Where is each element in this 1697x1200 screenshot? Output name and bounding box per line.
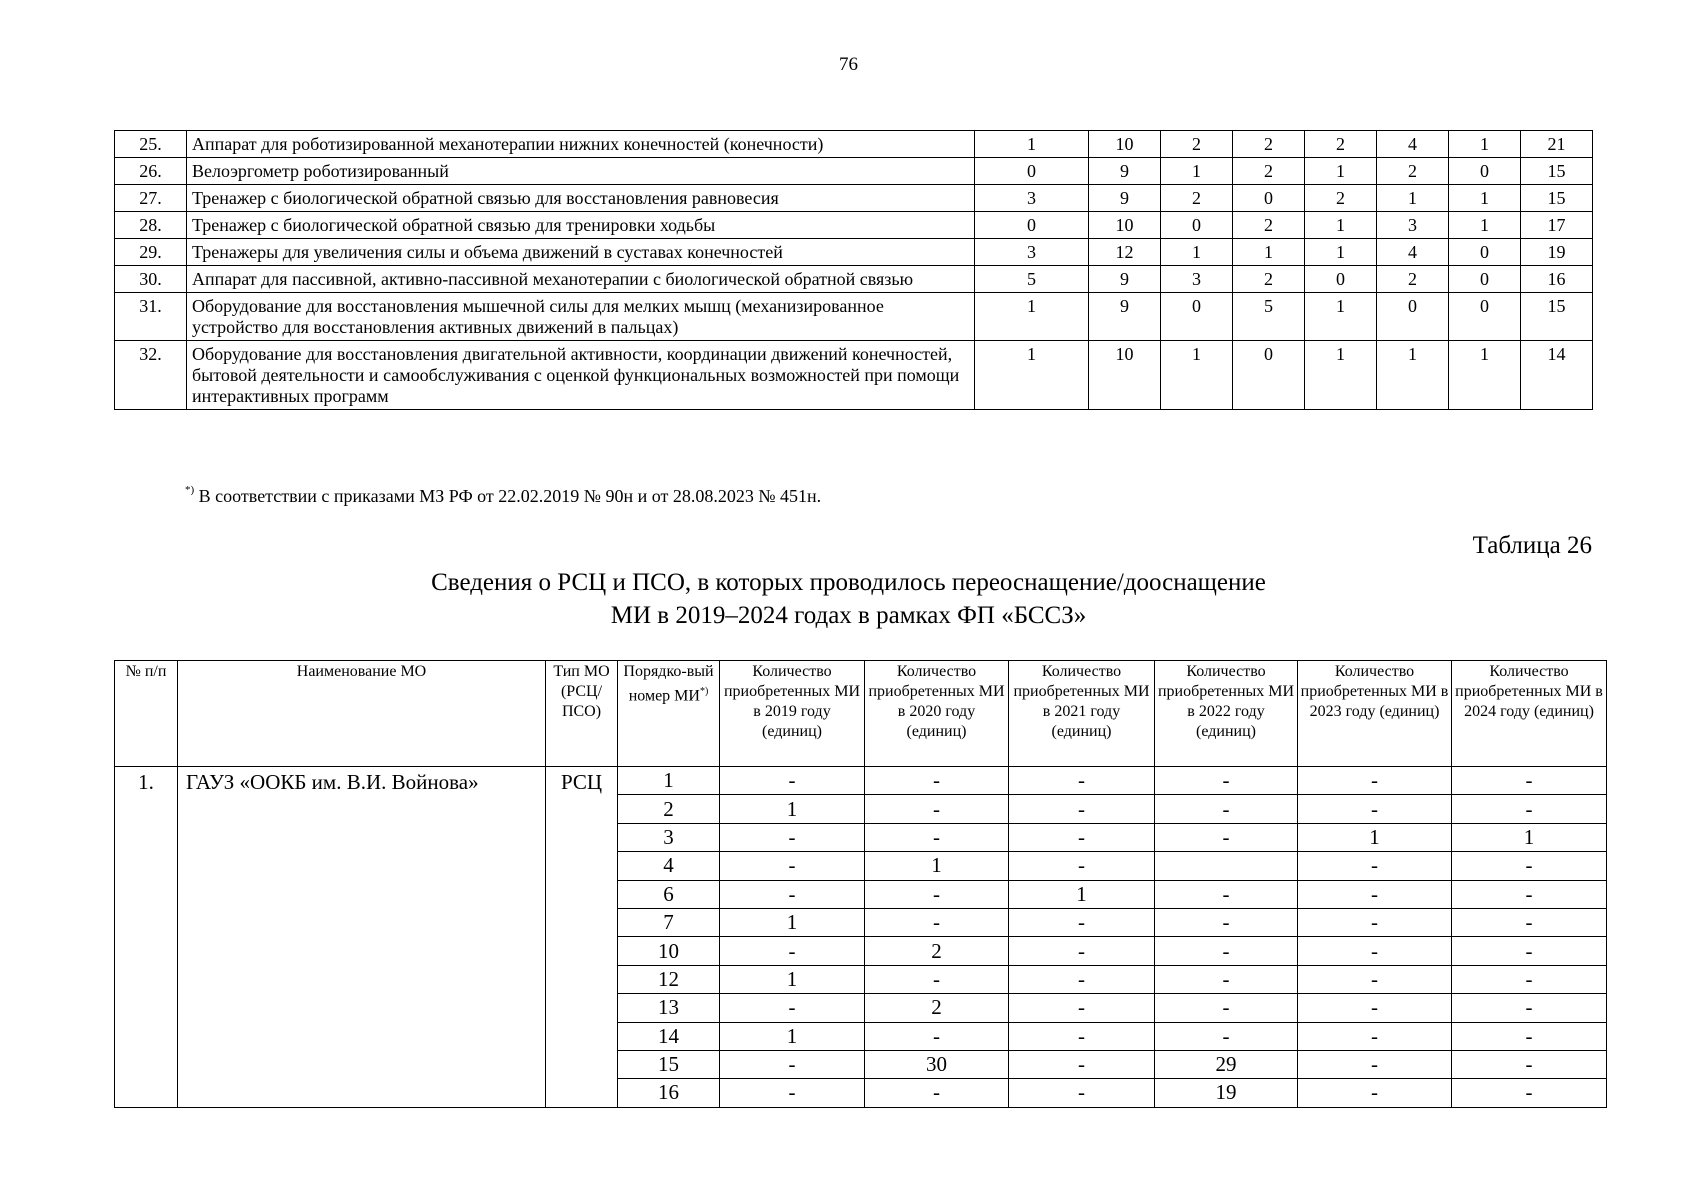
year-value-cell: -: [1009, 1079, 1155, 1107]
value-cell: 5: [1233, 293, 1305, 341]
value-cell: 0: [1161, 212, 1233, 239]
value-cell: 2: [1233, 266, 1305, 293]
value-cell: 0: [1449, 266, 1521, 293]
value-cell: 0: [1449, 158, 1521, 185]
header-order-marker: *): [699, 686, 709, 697]
year-value-cell: -: [1298, 767, 1452, 795]
year-value-cell: -: [1452, 937, 1607, 965]
year-value-cell: -: [1155, 1022, 1298, 1050]
header-order: [618, 661, 720, 767]
year-value-cell: -: [1452, 1022, 1607, 1050]
value-cell: 3: [1377, 212, 1449, 239]
value-cell: 9: [1089, 293, 1161, 341]
year-value-cell: 1: [1298, 823, 1452, 851]
value-cell: 1: [1449, 131, 1521, 158]
year-value-cell: -: [720, 880, 865, 908]
header-name: Наименование МО: [178, 661, 546, 767]
footnote-text: В соответствии с приказами МЗ РФ от 22.02.2019 № 90н и от 28.08.2023 № 451н.: [194, 486, 822, 506]
year-value-cell: -: [1009, 852, 1155, 880]
value-cell: 1: [1161, 341, 1233, 410]
year-value-cell: 19: [1155, 1079, 1298, 1107]
value-cell: 1: [1449, 212, 1521, 239]
value-cell: 2: [1161, 131, 1233, 158]
year-value-cell: -: [1155, 880, 1298, 908]
table-title: [0, 566, 1697, 632]
year-value-cell: 1: [1452, 823, 1607, 851]
table-row: [115, 212, 1593, 239]
value-cell: 15: [1521, 293, 1593, 341]
group-number: 1.: [115, 767, 178, 1108]
year-value-cell: -: [865, 1022, 1009, 1050]
year-value-cell: -: [1009, 1022, 1155, 1050]
value-cell: 1: [1449, 185, 1521, 212]
year-value-cell: -: [1452, 908, 1607, 936]
year-value-cell: -: [720, 767, 865, 795]
value-cell: 2: [1233, 131, 1305, 158]
value-cell: 0: [975, 158, 1089, 185]
table-row: [115, 767, 1607, 795]
footnote-marker: *): [185, 484, 195, 496]
year-value-cell: -: [1155, 908, 1298, 936]
equipment-name: Велоэргометр роботизированный: [187, 158, 975, 185]
value-cell: 2: [1161, 185, 1233, 212]
year-value-cell: -: [720, 1079, 865, 1107]
value-cell: 15: [1521, 158, 1593, 185]
row-number: 29.: [115, 239, 187, 266]
value-cell: 5: [975, 266, 1089, 293]
order-number: 15: [618, 1050, 720, 1078]
value-cell: 17: [1521, 212, 1593, 239]
order-number: 1: [618, 767, 720, 795]
value-cell: 3: [975, 185, 1089, 212]
value-cell: 1: [1305, 212, 1377, 239]
year-value-cell: -: [1009, 937, 1155, 965]
value-cell: 2: [1305, 131, 1377, 158]
header-year-2019: Количество приобретенных МИ в 2019 году (единиц): [720, 661, 865, 767]
order-number: 14: [618, 1022, 720, 1050]
row-number: 27.: [115, 185, 187, 212]
year-value-cell: -: [1009, 965, 1155, 993]
header-num: № п/п: [115, 661, 178, 767]
year-value-cell: -: [1452, 795, 1607, 823]
table-row: [115, 239, 1593, 266]
year-value-cell: 1: [720, 1022, 865, 1050]
year-value-cell: -: [720, 994, 865, 1022]
year-value-cell: 1: [1009, 880, 1155, 908]
equipment-name: Оборудование для восстановления мышечной силы для мелких мышц (механизированное устройство для восстановления активных движений в пальцах): [187, 293, 975, 341]
year-value-cell: -: [1009, 994, 1155, 1022]
value-cell: 12: [1089, 239, 1161, 266]
year-value-cell: -: [865, 965, 1009, 993]
year-value-cell: -: [865, 823, 1009, 851]
header-year-2020: Количество приобретенных МИ в 2020 году (единиц): [865, 661, 1009, 767]
value-cell: 3: [1161, 266, 1233, 293]
order-number: 4: [618, 852, 720, 880]
organization-type: РСЦ: [546, 767, 618, 1108]
value-cell: 1: [1377, 341, 1449, 410]
year-value-cell: -: [1155, 795, 1298, 823]
header-year-2024: Количество приобретенных МИ в 2024 году (единиц): [1452, 661, 1607, 767]
year-value-cell: 1: [720, 965, 865, 993]
value-cell: 19: [1521, 239, 1593, 266]
table-row: [115, 293, 1593, 341]
order-number: 6: [618, 880, 720, 908]
year-value-cell: [1155, 852, 1298, 880]
year-value-cell: -: [1298, 1022, 1452, 1050]
header-order-text: Порядко-вый номер МИ: [623, 663, 714, 705]
value-cell: 1: [1377, 185, 1449, 212]
value-cell: 10: [1089, 131, 1161, 158]
year-value-cell: -: [720, 823, 865, 851]
value-cell: 2: [1233, 158, 1305, 185]
equipment-name: Аппарат для роботизированной механотерапии нижних конечностей (конечности): [187, 131, 975, 158]
year-value-cell: -: [1298, 994, 1452, 1022]
year-value-cell: -: [1452, 994, 1607, 1022]
year-value-cell: -: [720, 937, 865, 965]
year-value-cell: 1: [720, 795, 865, 823]
row-number: 32.: [115, 341, 187, 410]
year-value-cell: -: [1452, 1079, 1607, 1107]
footnote: [185, 486, 821, 507]
table-title-line2: МИ в 2019–2024 годах в рамках ФП «БССЗ»: [610, 602, 1087, 629]
equipment-name: Тренажеры для увеличения силы и объема движений в суставах конечностей: [187, 239, 975, 266]
table-title-line1: Сведения о РСЦ и ПСО, в которых проводилось переоснащение/дооснащение: [431, 569, 1266, 596]
value-cell: 1: [1305, 239, 1377, 266]
value-cell: 1: [1161, 239, 1233, 266]
table-row: [115, 341, 1593, 410]
equipment-name: Тренажер с биологической обратной связью для тренировки ходьбы: [187, 212, 975, 239]
year-value-cell: -: [1298, 852, 1452, 880]
equipment-name: Аппарат для пассивной, активно-пассивной механотерапии с биологической обратной связью: [187, 266, 975, 293]
value-cell: 1: [975, 293, 1089, 341]
year-value-cell: 2: [865, 994, 1009, 1022]
year-value-cell: -: [1298, 937, 1452, 965]
table-row: [115, 158, 1593, 185]
table-row: [115, 266, 1593, 293]
year-value-cell: -: [720, 1050, 865, 1078]
year-value-cell: -: [865, 880, 1009, 908]
value-cell: 4: [1377, 239, 1449, 266]
year-value-cell: -: [865, 908, 1009, 936]
year-value-cell: -: [1298, 1050, 1452, 1078]
value-cell: 2: [1233, 212, 1305, 239]
organization-name: ГАУЗ «ООКБ им. В.И. Войнова»: [178, 767, 546, 1108]
value-cell: 4: [1377, 131, 1449, 158]
order-number: 10: [618, 937, 720, 965]
year-value-cell: -: [720, 852, 865, 880]
value-cell: 1: [1449, 341, 1521, 410]
value-cell: 16: [1521, 266, 1593, 293]
year-value-cell: -: [865, 1079, 1009, 1107]
header-year-2022: Количество приобретенных МИ в 2022 году (единиц): [1155, 661, 1298, 767]
year-value-cell: 2: [865, 937, 1009, 965]
table-row: [115, 185, 1593, 212]
row-number: 30.: [115, 266, 187, 293]
value-cell: 21: [1521, 131, 1593, 158]
header-type: Тип МО (РСЦ/ ПСО): [546, 661, 618, 767]
value-cell: 0: [1377, 293, 1449, 341]
value-cell: 1: [975, 131, 1089, 158]
order-number: 7: [618, 908, 720, 936]
year-value-cell: -: [1155, 937, 1298, 965]
year-value-cell: -: [1452, 767, 1607, 795]
year-value-cell: 1: [865, 852, 1009, 880]
equipment-name: Тренажер с биологической обратной связью для восстановления равновесия: [187, 185, 975, 212]
value-cell: 0: [1233, 185, 1305, 212]
value-cell: 0: [1449, 239, 1521, 266]
header-year-2023: Количество приобретенных МИ в 2023 году (единиц): [1298, 661, 1452, 767]
value-cell: 15: [1521, 185, 1593, 212]
purchases-table: [114, 660, 1607, 1108]
year-value-cell: 29: [1155, 1050, 1298, 1078]
value-cell: 10: [1089, 212, 1161, 239]
year-value-cell: -: [1155, 994, 1298, 1022]
header-year-2021: Количество приобретенных МИ в 2021 году (единиц): [1009, 661, 1155, 767]
order-number: 12: [618, 965, 720, 993]
row-number: 31.: [115, 293, 187, 341]
value-cell: 0: [1449, 293, 1521, 341]
value-cell: 9: [1089, 158, 1161, 185]
equipment-name: Оборудование для восстановления двигательной активности, координации движений конечностей, бытовой деятельности и самообслуживания с оценкой функциональных возможностей при помощи интерактивных программ: [187, 341, 975, 410]
year-value-cell: -: [1452, 852, 1607, 880]
equipment-table: [114, 130, 1593, 410]
year-value-cell: -: [1009, 767, 1155, 795]
table-header-row: [115, 661, 1607, 767]
table-row: [115, 131, 1593, 158]
row-number: 28.: [115, 212, 187, 239]
year-value-cell: -: [1298, 1079, 1452, 1107]
order-number: 3: [618, 823, 720, 851]
value-cell: 3: [975, 239, 1089, 266]
year-value-cell: 30: [865, 1050, 1009, 1078]
year-value-cell: -: [865, 795, 1009, 823]
value-cell: 0: [1161, 293, 1233, 341]
value-cell: 1: [1233, 239, 1305, 266]
value-cell: 1: [1305, 158, 1377, 185]
year-value-cell: 1: [720, 908, 865, 936]
value-cell: 10: [1089, 341, 1161, 410]
year-value-cell: -: [1452, 1050, 1607, 1078]
year-value-cell: -: [1009, 908, 1155, 936]
order-number: 2: [618, 795, 720, 823]
row-number: 26.: [115, 158, 187, 185]
year-value-cell: -: [1155, 965, 1298, 993]
value-cell: 9: [1089, 185, 1161, 212]
value-cell: 2: [1377, 266, 1449, 293]
year-value-cell: -: [1452, 965, 1607, 993]
value-cell: 1: [1305, 341, 1377, 410]
year-value-cell: -: [1452, 880, 1607, 908]
year-value-cell: -: [865, 767, 1009, 795]
value-cell: 0: [975, 212, 1089, 239]
order-number: 16: [618, 1079, 720, 1107]
value-cell: 1: [1305, 293, 1377, 341]
year-value-cell: -: [1155, 823, 1298, 851]
value-cell: 0: [1305, 266, 1377, 293]
value-cell: 2: [1305, 185, 1377, 212]
year-value-cell: -: [1298, 908, 1452, 936]
value-cell: 1: [975, 341, 1089, 410]
year-value-cell: -: [1298, 880, 1452, 908]
value-cell: 2: [1377, 158, 1449, 185]
table-label: Таблица 26: [1472, 532, 1592, 559]
year-value-cell: -: [1155, 767, 1298, 795]
year-value-cell: -: [1298, 965, 1452, 993]
value-cell: 9: [1089, 266, 1161, 293]
year-value-cell: -: [1298, 795, 1452, 823]
page-number: 76: [839, 54, 858, 75]
year-value-cell: -: [1009, 1050, 1155, 1078]
year-value-cell: -: [1009, 795, 1155, 823]
year-value-cell: -: [1009, 823, 1155, 851]
value-cell: 0: [1233, 341, 1305, 410]
value-cell: 1: [1161, 158, 1233, 185]
order-number: 13: [618, 994, 720, 1022]
value-cell: 14: [1521, 341, 1593, 410]
row-number: 25.: [115, 131, 187, 158]
